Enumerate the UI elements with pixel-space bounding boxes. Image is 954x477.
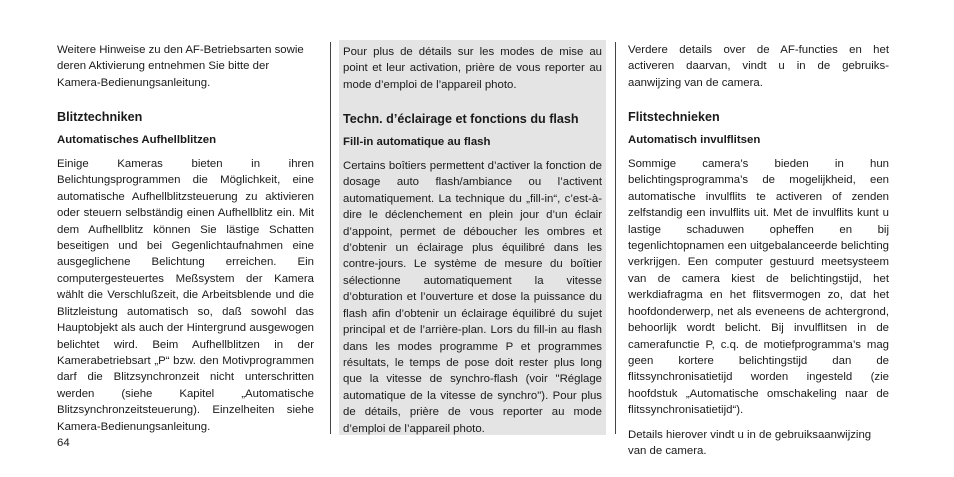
column-divider <box>615 42 616 434</box>
french-subheading: Fill-in automatique au flash <box>343 135 491 148</box>
french-intro: Pour plus de détails sur les modes de mise au point et leur activation, prière de vous reporter au mode d’emploi de l’appareil photo. <box>343 46 602 91</box>
dutch-body: Sommige camera’s bieden in hun belichtingsprogramma’s de mogelijkheid, een automatische invulflits te activeren of zenden zelfstandig een invulflits uit. Met de invulflits kunt u lastige schaduwen opheffen en bij tegenlichtopnamen een uitgebalanceerde belichting verkrijgen. Een computer gestuurd meetsysteem van de camera kiest de belichtingstijd, het werkdiafragma en het flitsvermogen zo, dat het hoofdonderwerp, net als eveneens de achtergrond, behoorlijk wordt belicht. Bij invulflitsen in de camerafunctie P, c.q. de motiefprogramma’s mag geen kortere belichtingstijd dan de flitssynchronisatietijd worden ingesteld (zie hoofdstuk „Automatische omschakeling naar de flitssynchronisatietijd“). <box>628 158 889 417</box>
german-body: Einige Kameras bieten in ihren Belichtungsprogrammen die Möglichkeit, eine automatische Aufhellblitzsteuerung zu aktivieren oder steuern selbständig einen Aufhellblitz ein. Mit dem Aufhellblitz können Sie lästige Schatten beseitigen und bei Gegenlichtaufnahmen eine ausgeglichene Belichtung erreichen. Ein computergesteuertes Meßsystem der Kamera wählt die Verschlußzeit, die Arbeitsblende und die Blitzleistung automatisch so, daß sowohl das Hauptobjekt als auch der Hintergrund ausgewogen belichtet wird. Beim Aufhellblitzen in der Kamerabetriebsart „P“ bzw. den Motivprogrammen darf die Blitzsynchronzeit nicht unterschritten werden (siehe Kapitel „Automatische Blitzsynchronzeitsteuerung). Einzelheiten siehe Kamera-Bedienungsanleitung. <box>57 158 314 433</box>
dutch-outro: Details hierover vindt u in de gebruiksaanwijzing van de camera. <box>628 428 872 457</box>
german-subheading: Automatisches Aufhellblitzen <box>57 133 217 146</box>
german-intro: Weitere Hinweise zu den AF-Betriebsarten sowie deren Aktivierung entnehmen Sie bitte der Kamera-Bedienungsanleitung. <box>57 44 304 89</box>
german-heading: Blitztechniken <box>57 110 143 125</box>
dutch-subheading: Automatisch invulflitsen <box>628 133 761 146</box>
dutch-intro: Verdere details over de AF-functies en het activeren daarvan, vindt u in de gebruiks-aanwijzing van de camera. <box>628 44 889 89</box>
column-divider <box>330 42 331 434</box>
dutch-heading: Flitstechnieken <box>628 110 720 125</box>
french-column <box>339 40 606 435</box>
dutch-column <box>628 42 889 459</box>
german-column <box>57 42 314 435</box>
page-number: 64 <box>57 437 70 449</box>
french-heading: Techn. d’éclairage et fonctions du flash <box>343 112 579 127</box>
french-body: Certains boîtiers permettent d’activer la fonction de dosage auto flash/ambiance ou l’activent automatiquement. La technique du „fill-in“, c’est-à-dire le déclenchement en plein jour d’un éclair d’appoint, permet de déboucher les ombres et d’obtenir un éclairage plus équilibré dans les contre-jours. Le système de mesure du boîtier sélectionne automatiquement la vitesse d’obturation et l’ouverture et dose la puissance du flash afin d’obtenir un éclairage équilibré du sujet principal et de l’arrière-plan. Lors du fill-in au flash dans les modes programme P et programmes résultats, le temps de pose doit rester plus long que la vitesse de synchro-flash (voir "Réglage automatique de la vitesse de synchro"). Pour plus de détails, prière de vous reporter au mode d’emploi de l’appareil photo. <box>343 160 602 435</box>
